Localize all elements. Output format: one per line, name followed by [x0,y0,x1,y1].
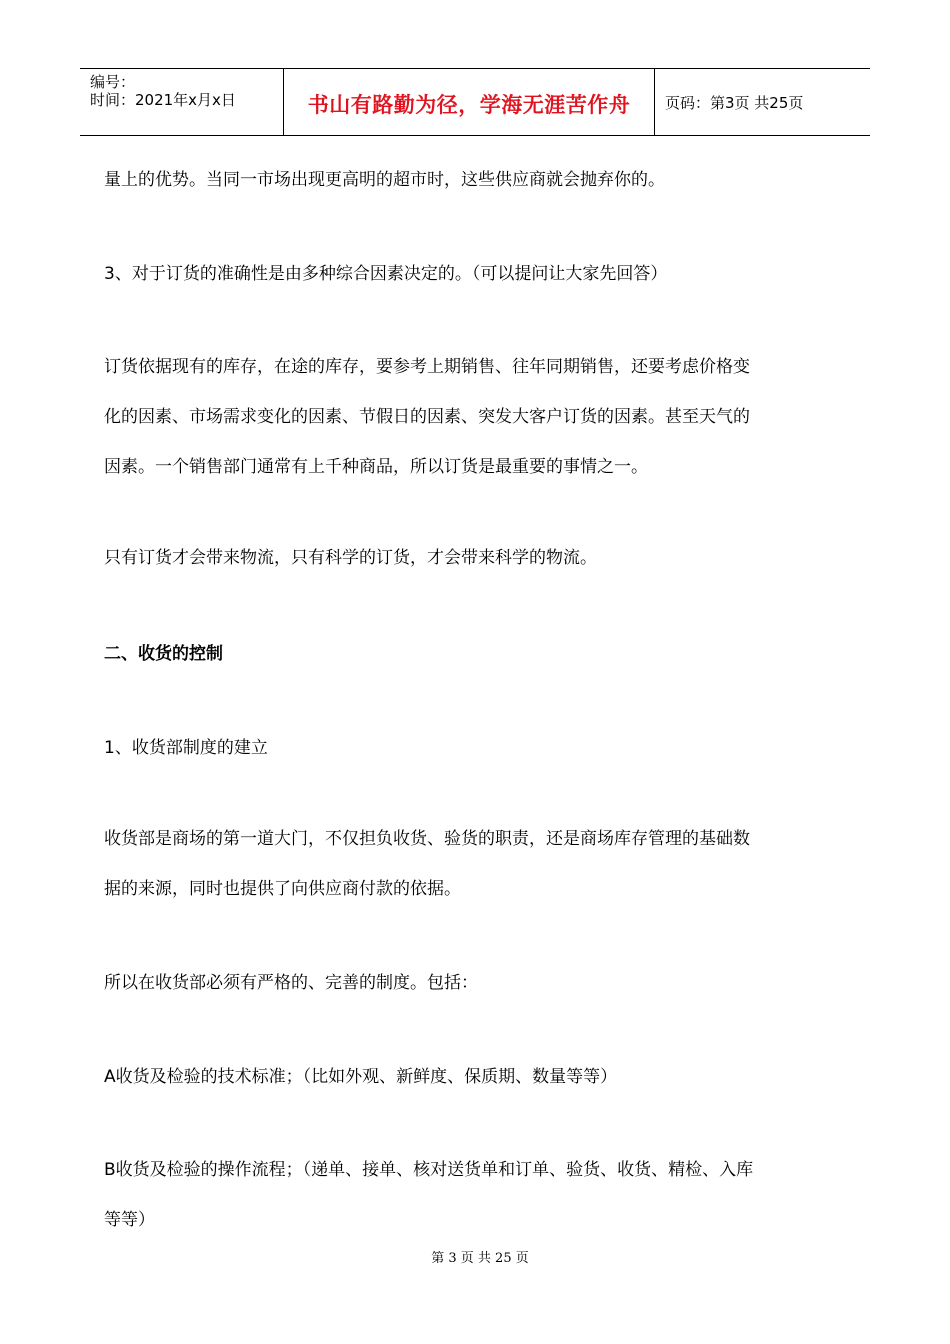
motto-text: 书山有路勤为径，学海无涯苦作舟 [307,93,631,117]
serial-number-label: 编号： [90,73,136,91]
paragraph-line: 收货部是商场的第一道大门，不仅担负收货、验货的职责，还是商场库存管理的基础数 [104,829,750,849]
page-footer: 第 3 页 共 25 页 [431,1251,529,1266]
header-motto-cell [283,69,655,135]
paragraph-line: 订货依据现有的库存，在途的库存，要参考上期销售、往年同期销售，还要考虑价格变 [104,357,750,377]
list-item-line: B收货及检验的操作流程；（递单、接单、核对送货单和订单、验货、收货、精检、入库 [104,1160,754,1180]
page-info-text: 页码：第3页 共25页 [665,93,804,112]
date-label: 时间：2021年x月x日 [90,91,236,109]
paragraph: 3、对于订货的准确性是由多种综合因素决定的。（可以提问让大家先回答） [104,264,668,284]
header-meta [80,69,283,135]
paragraph: 所以在收货部必须有严格的、完善的制度。包括： [104,973,478,993]
paragraph-line: 因素。一个销售部门通常有上千种商品，所以订货是最重要的事情之一。 [104,457,648,477]
paragraph: 量上的优势。当同一市场出现更高明的超市时，这些供应商就会抛弃你的。 [104,170,665,190]
list-item-line: 等等） [104,1210,155,1230]
header-page-info [655,69,870,135]
document-header [80,68,870,136]
paragraph-line: 化的因素、市场需求变化的因素、节假日的因素、突发大客户订货的因素。甚至天气的 [104,407,750,427]
paragraph-line: 据的来源，同时也提供了向供应商付款的依据。 [104,879,461,899]
section-heading: 二、收货的控制 [104,644,223,664]
paragraph: 只有订货才会带来物流，只有科学的订货，才会带来科学的物流。 [104,548,597,568]
list-item: A收货及检验的技术标准；（比如外观、新鲜度、保质期、数量等等） [104,1067,618,1087]
paragraph: 1、收货部制度的建立 [104,738,268,758]
